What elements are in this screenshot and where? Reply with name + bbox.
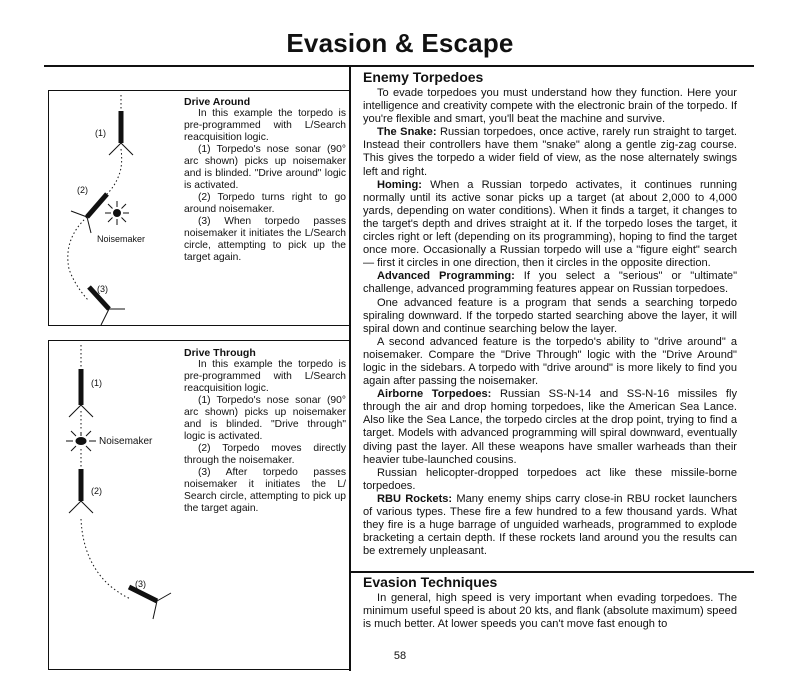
drive-through-title: Drive Through xyxy=(184,347,256,359)
torpedo-1-icon xyxy=(79,369,84,405)
drive-around-p1: In this example the torpedo is pre-programmed with L/Search reacquisition logic. xyxy=(184,108,346,143)
label-3: (3) xyxy=(97,284,108,294)
airborne-paragraph: Airborne Torpedoes: Russian SS-N-14 and SS-N-16 missiles fly through the air and drop homing torpedoes, like the American Sea Lance. Also like the Sea Lance, the torpedo circles at the drop point, trying to find a target. Models with advanced programming will spiral downward, eventually diving past the layer. All these weapons have smaller warheads than their heavier tube-launched cousins. xyxy=(363,388,738,466)
drive-through-p3: (2) Torpedo moves directly through the noisemaker. xyxy=(184,443,346,466)
drive-around-p2: (1) Torpedo's nose sonar (90° arc shown) picks up noisemaker and is blinded. "Drive around" logic is activated. xyxy=(184,144,346,191)
torpedo-2-icon xyxy=(79,469,84,501)
label-3: (3) xyxy=(135,579,146,589)
noisemaker-label: Noisemaker xyxy=(97,234,146,244)
snake-paragraph: The Snake: Russian torpedoes, once active, rarely run straight to target. Instead their controllers have them "snake" along a gentle zig-zag course. This gives the torpedo a wider field of view, as the nose alternately swings left and right. xyxy=(363,126,737,178)
section-rule xyxy=(351,571,754,573)
torpedo-2-icon xyxy=(87,194,107,217)
drive-through-p1: In this example the torpedo is pre-programmed with L/Search reacquisition logic. xyxy=(184,359,346,394)
page-title: Evasion & Escape xyxy=(286,28,514,58)
torpedo-3-icon xyxy=(129,587,157,601)
torpedo-1-icon xyxy=(119,111,124,143)
page-number: 58 xyxy=(393,650,407,662)
homing-paragraph: Homing: When a Russian torpedo activates, it continues running normally until its active sonar picks up a target (at about 2,000 to 4,000 yards, depending on water conditions). When it finds a target, it changes to the target's depth and drives straight at it. If the torpedo loses the target, it circles right or left (depending on its programming), hoping to find the target once more. Occasionally a Russian torpedo will use a "figure eight" search — first it circles in one direction, then it circles in the opposite direction. xyxy=(363,178,737,270)
advanced-paragraph-2: One advanced feature is a program that sends a searching torpedo spiraling downward. If the torpedo started searching above the layer, it will spiral down and continue searching below the layer. xyxy=(363,296,737,335)
label-1: (1) xyxy=(91,378,102,388)
evasion-paragraph: In general, high speed is very important when evading torpedoes. The minimum useful speed is about 20 kts, and flank (absolute maximum) speed is much better. At lower speeds you can't move fast enough to xyxy=(363,592,737,631)
title-rule xyxy=(44,65,754,67)
enemy-torpedoes-body xyxy=(363,87,737,558)
rbu-paragraph: RBU Rockets: Many enemy ships carry close-in RBU rocket launchers of various types. These fire a few hundred to a few thousand yards. What they fire is a huge barrage of unguided warheads, programmed to explode bracketing a certain depth. If these rockets land around you the results can be extremely unpleasant. xyxy=(363,492,737,558)
enemy-torpedoes-heading: Enemy Torpedoes xyxy=(363,69,484,85)
drive-around-title: Drive Around xyxy=(184,96,251,108)
evasion-heading: Evasion Techniques xyxy=(363,574,498,590)
drive-through-p4: (3) After torpedo passes noisemaker it initiates the L/ Search circle, attempting to pick up the target again. xyxy=(184,467,346,514)
noisemaker-icon xyxy=(66,431,96,451)
drive-around-p3: (2) Torpedo turns right to go around noisemaker. xyxy=(184,192,346,215)
drive-around-p4: (3) When torpedo passes noisemaker it initiates the L/Search circle, attempting to pick up the target again. xyxy=(184,216,346,263)
drive-around-text xyxy=(184,96,346,264)
label-2: (2) xyxy=(77,185,88,195)
drive-through-text xyxy=(184,347,346,515)
advanced-paragraph-3: A second advanced feature is the torpedo's ability to "drive around" a noisemaker. Compare the "Drive Through" logic with the "Drive Around" logic in the sidebars. A torpedo with "drive around" is more likely to find you again after passing the noisemaker. xyxy=(363,335,737,388)
advanced-paragraph: Advanced Programming: If you select a "serious" or "ultimate" challenge, advanced programming features appear on Russian torpedoes. xyxy=(363,270,738,296)
noisemaker-icon xyxy=(105,201,129,225)
label-1: (1) xyxy=(95,128,106,138)
drive-through-p2: (1) Torpedo's nose sonar (90° arc shown) picks up noisemaker and is blinded. "Drive through" logic is activated. xyxy=(184,395,346,442)
intro-paragraph: To evade torpedoes you must understand how they function. Here your intelligence and creativity compete with the electronic brain of the torpedo. If you're flexible and smart, you'll beat the machine and survive. xyxy=(363,87,737,126)
helicopter-paragraph: Russian helicopter-dropped torpedoes act like these missile-borne torpedoes. xyxy=(363,466,737,492)
label-2: (2) xyxy=(91,486,102,496)
noisemaker-label: Noisemaker xyxy=(99,436,153,447)
evasion-body xyxy=(363,592,737,631)
